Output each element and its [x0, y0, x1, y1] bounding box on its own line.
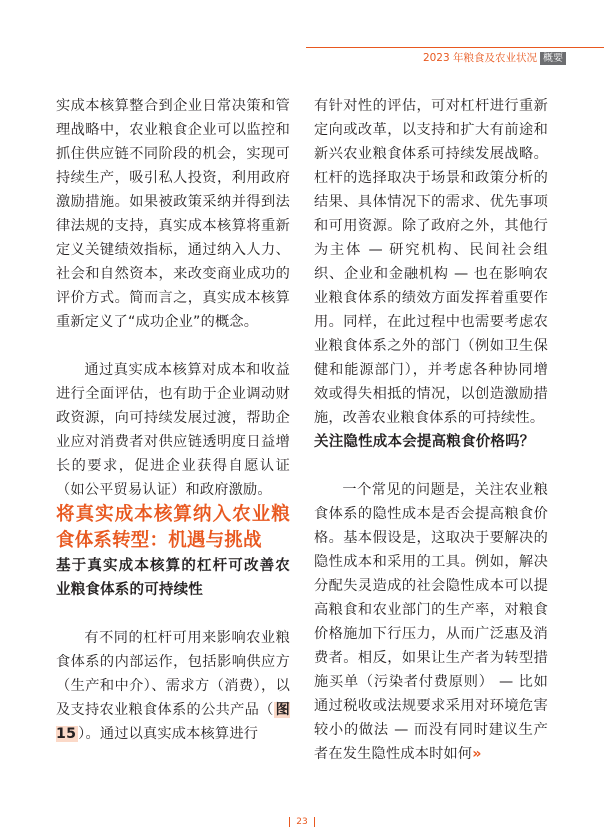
left-paragraph-3 — [56, 626, 290, 746]
right-column — [314, 94, 548, 766]
right-paragraph-1: 有针对性的评估，可对杠杆进行重新定向或改革，以支持和扩大有前途和新兴农业粮食体系可持续发展战略。杠杆的选择取决于场景和政策分析的结果、具体情况下的需求、优先事项和可用资源。除了政府之外，其他行为主体 — 研究机构、民间社会组织、企业和金融机构 — 也在影响农业粮食体系的绩效方面发挥着重要作用。同样，在此过程中也需要考虑农业粮食体系之外的部门（例如卫生保健和能源部门），并考虑各种协同增效或得失相抵的情况，以创造激励措施，改善农业粮食体系的可持续性。 — [314, 98, 548, 426]
footer-divider-right — [314, 817, 315, 827]
right-subheading: 关注隐性成本会提高粮食价格吗？ — [314, 434, 535, 450]
continue-arrow-icon: » — [472, 746, 482, 762]
left-paragraph-2: 通过真实成本核算对成本和收益进行全面评估，也有助于企业调动财政资源，向可持续发展过渡，帮助企业应对消费者对供应链透明度日益增长的要求，促进企业获得自愿认证（如公平贸易认证）和政府激励。 — [56, 362, 290, 498]
right-paragraph-2-text: 一个常见的问题是，关注农业粮食体系的隐性成本是否会提高粮食价格。基本假设是，这取决于要解决的隐性成本和采用的工具。例如，解决分配失灵造成的社会隐性成本可以提高粮食和农业部门的生产率，对粮食价格施加下行压力，从而广泛惠及消费者。相反，如果让生产者为转型措施买单（污染者付费原则） — 比如通过税收或法规要求采用对环境危害较小的做法 — 而没有同时建议生产者在发生隐性成本时如何 — [314, 482, 548, 762]
left-paragraph-1: 实成本核算整合到企业日常决策和管理战略中，农业粮食企业可以监控和抓住供应链不同阶段的机会，实现可持续生产，吸引私人投资，利用政府激励措施。如果被政策采纳并得到法律法规的支持，真实成本核算将重新定义关键绩效指标，通过纳入人力、社会和自然资本，来改变商业成功的评价方式。简而言之，真实成本核算重新定义了“成功企业”的概念。 — [56, 98, 290, 330]
footer-divider-left — [289, 817, 290, 827]
left-column — [56, 94, 290, 746]
section-heading: 将真实成本核算纳入农业粮食体系转型：机遇与挑战 — [56, 504, 290, 551]
left-paragraph-3-text-a: 有不同的杠杆可用来影响农业粮食体系的内部运作，包括影响供应方（生产和中介）、需求方（消费），以及支持农业粮食体系的公共产品（ — [56, 630, 290, 718]
page-number: 23 — [296, 817, 308, 827]
header-title: 2023 年粮食及农业状况 — [422, 52, 537, 64]
header-rule — [306, 47, 604, 48]
page-footer — [0, 816, 604, 828]
figure-reference-link[interactable]: 图15 — [56, 702, 290, 742]
running-header — [423, 50, 566, 66]
left-paragraph-3-text-b: ）。通过以真实成本核算进行 — [78, 726, 259, 742]
header-badge: 概要 — [540, 52, 566, 65]
subsection-heading: 基于真实成本核算的杠杆可改善农业粮食体系的可持续性 — [56, 558, 290, 598]
right-paragraph-2 — [314, 478, 548, 766]
